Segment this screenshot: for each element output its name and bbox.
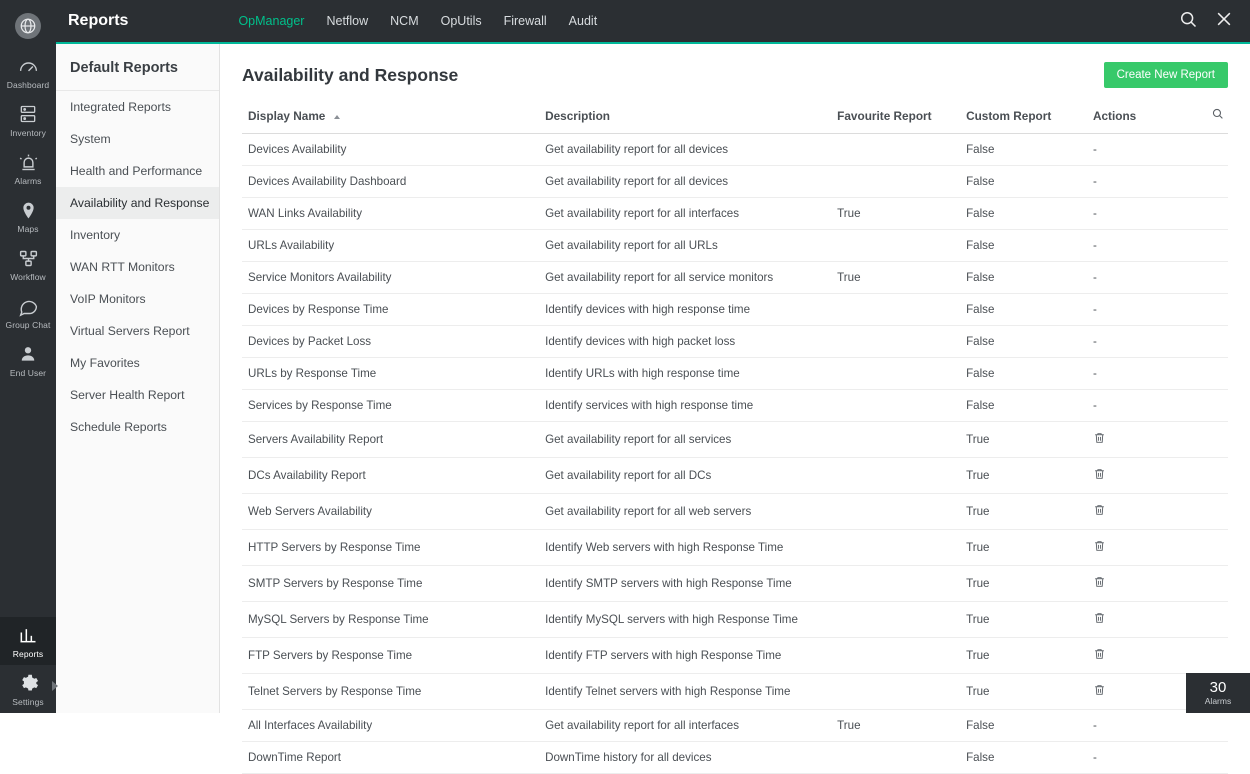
sidebar-item-server-health-report[interactable]: Server Health Report (70, 388, 185, 402)
table-row[interactable] (242, 390, 1228, 422)
cell-custom-report: True (960, 530, 1087, 566)
cell-actions[interactable] (1087, 422, 1228, 458)
cell-display-name[interactable]: Devices Availability (242, 134, 539, 166)
cell-description: Identify FTP servers with high Response Time (539, 638, 831, 674)
cell-favourite-report (831, 294, 960, 326)
action-placeholder: - (1092, 271, 1097, 284)
cell-custom-report: True (960, 494, 1087, 530)
cell-display-name[interactable]: All Interfaces Availability (242, 710, 539, 742)
search-icon[interactable] (1211, 107, 1224, 123)
cell-description: Get availability report for all devices (539, 166, 831, 198)
table-row[interactable] (242, 530, 1228, 566)
tab-ncm[interactable]: NCM (390, 14, 419, 28)
cell-display-name[interactable]: Devices by Response Time (242, 294, 539, 326)
table-row[interactable] (242, 710, 1228, 742)
left-icon-rail (0, 0, 56, 713)
table-row[interactable] (242, 494, 1228, 530)
cell-custom-report: False (960, 326, 1087, 358)
status-badge[interactable] (1186, 673, 1250, 713)
table-row[interactable] (242, 638, 1228, 674)
table-row[interactable] (242, 134, 1228, 166)
speedometer-icon (18, 55, 39, 77)
sidebar-item-settings[interactable] (0, 665, 56, 713)
table-row[interactable] (242, 742, 1228, 774)
column-header-favourite-report[interactable]: Favourite Report (831, 100, 960, 134)
cell-description: Get availability report for all services (539, 422, 831, 458)
cell-custom-report: False (960, 390, 1087, 422)
table-row[interactable] (242, 294, 1228, 326)
sidebar-item-dashboard[interactable] (0, 48, 56, 96)
sidebar-item-inventory[interactable]: Inventory (70, 228, 121, 242)
cell-favourite-report (831, 638, 960, 674)
cell-display-name[interactable]: Services by Response Time (242, 390, 539, 422)
cell-display-name[interactable]: Servers Availability Report (242, 422, 539, 458)
table-row[interactable] (242, 422, 1228, 458)
sidebar-item-voip-monitors[interactable]: VoIP Monitors (70, 292, 146, 306)
cell-display-name[interactable]: SMTP Servers by Response Time (242, 566, 539, 602)
cell-custom-report: False (960, 710, 1087, 742)
cell-favourite-report (831, 458, 960, 494)
sidebar-item-system[interactable]: System (70, 132, 111, 146)
alarm-label: Alarms (1204, 696, 1232, 706)
cell-favourite-report (831, 422, 960, 458)
gear-icon (18, 672, 39, 694)
sidebar-item-virtual-servers-report[interactable]: Virtual Servers Report (70, 324, 190, 338)
cell-actions[interactable] (1087, 638, 1228, 674)
table-row[interactable] (242, 326, 1228, 358)
sidebar-item-workflow[interactable] (0, 240, 56, 288)
cell-actions[interactable] (1087, 230, 1228, 262)
rail-label: End User (9, 368, 47, 378)
sidebar-item-maps[interactable] (0, 192, 56, 240)
delete-icon[interactable] (1093, 503, 1106, 520)
body-split (56, 44, 1250, 764)
action-placeholder: - (1092, 143, 1097, 156)
cell-description: Identify Telnet servers with high Response Time (539, 674, 831, 710)
table-body (242, 134, 1228, 774)
action-placeholder: - (1092, 207, 1097, 220)
rail-label: Group Chat (5, 320, 51, 330)
reports-sidebar (56, 44, 220, 713)
cell-custom-report: True (960, 638, 1087, 674)
cell-favourite-report (831, 230, 960, 262)
cell-favourite-report: True (831, 198, 960, 230)
table-row[interactable] (242, 166, 1228, 198)
cell-display-name[interactable]: FTP Servers by Response Time (242, 638, 539, 674)
table-row[interactable] (242, 358, 1228, 390)
column-header-label: Display Name (248, 109, 326, 123)
action-placeholder: - (1092, 239, 1097, 252)
cell-actions[interactable] (1087, 742, 1228, 774)
column-header-description[interactable]: Description (539, 100, 831, 134)
cell-favourite-report (831, 326, 960, 358)
rail-label: Inventory (10, 128, 46, 138)
cell-favourite-report (831, 742, 960, 774)
cell-description: Identify devices with high response time (539, 294, 831, 326)
column-header-actions[interactable] (1087, 100, 1228, 134)
table-row[interactable] (242, 602, 1228, 638)
rail-expand-arrow-icon[interactable] (52, 681, 58, 691)
action-placeholder: - (1092, 175, 1097, 188)
cell-custom-report: False (960, 358, 1087, 390)
cell-actions[interactable] (1087, 602, 1228, 638)
cell-actions[interactable] (1087, 134, 1228, 166)
cell-favourite-report (831, 390, 960, 422)
cell-custom-report: True (960, 422, 1087, 458)
cell-display-name[interactable]: URLs by Response Time (242, 358, 539, 390)
cell-custom-report: False (960, 134, 1087, 166)
sidebar-item-end-user[interactable] (0, 336, 56, 384)
tab-oputils[interactable]: OpUtils (440, 14, 482, 28)
cell-custom-report: True (960, 674, 1087, 710)
cell-description: Get availability report for all DCs (539, 458, 831, 494)
reports-table (242, 100, 1228, 774)
cell-actions[interactable] (1087, 530, 1228, 566)
cell-actions[interactable] (1087, 458, 1228, 494)
action-placeholder: - (1092, 303, 1097, 316)
cell-description: Identify MySQL servers with high Response Time (539, 602, 831, 638)
table-row[interactable] (242, 230, 1228, 262)
column-header-label: Actions (1092, 109, 1137, 123)
sidebar-item-group-chat[interactable] (0, 288, 56, 336)
siren-icon (18, 151, 39, 173)
sidebar-item-schedule-reports[interactable]: Schedule Reports (70, 420, 167, 434)
action-placeholder: - (1092, 335, 1097, 348)
cell-custom-report: False (960, 230, 1087, 262)
cell-description: Get availability report for all URLs (539, 230, 831, 262)
action-placeholder: - (1092, 399, 1097, 412)
table-row[interactable] (242, 566, 1228, 602)
content-area (220, 44, 1250, 764)
delete-icon[interactable] (1093, 683, 1106, 700)
workflow-icon (18, 247, 39, 269)
content-title: Availability and Response (242, 64, 459, 85)
cell-favourite-report (831, 134, 960, 166)
chat-bubble-icon (18, 295, 39, 317)
sidebar-item-reports[interactable] (0, 617, 56, 665)
rail-label: Reports (12, 649, 44, 659)
cell-favourite-report (831, 674, 960, 710)
cell-description: Identify devices with high packet loss (539, 326, 831, 358)
rail-label: Maps (17, 224, 39, 234)
action-placeholder: - (1092, 367, 1097, 380)
cell-favourite-report (831, 494, 960, 530)
table-header (242, 100, 1228, 134)
content-header (220, 44, 1250, 100)
cell-favourite-report: True (831, 710, 960, 742)
delete-icon[interactable] (1093, 611, 1106, 628)
table-row[interactable] (242, 458, 1228, 494)
rail-label: Dashboard (6, 80, 50, 90)
cell-actions[interactable] (1087, 294, 1228, 326)
cell-favourite-report (831, 566, 960, 602)
cell-custom-report: False (960, 742, 1087, 774)
cell-description: Identify SMTP servers with high Response Time (539, 566, 831, 602)
sidebar-heading: Default Reports (56, 44, 219, 91)
cell-description: Identify Web servers with high Response Time (539, 530, 831, 566)
cell-display-name[interactable]: WAN Links Availability (242, 198, 539, 230)
tab-audit[interactable]: Audit (568, 14, 598, 28)
cell-description: Get availability report for all interfaces (539, 710, 831, 742)
rail-bottom-group (0, 617, 56, 713)
action-placeholder: - (1092, 719, 1097, 732)
cell-custom-report: False (960, 294, 1087, 326)
cell-description: Get availability report for all devices (539, 134, 831, 166)
sidebar-item-health-and-performance[interactable]: Health and Performance (70, 164, 203, 178)
cell-display-name[interactable]: Web Servers Availability (242, 494, 539, 530)
cell-actions[interactable] (1087, 198, 1228, 230)
cell-display-name[interactable]: MySQL Servers by Response Time (242, 602, 539, 638)
delete-icon[interactable] (1093, 647, 1106, 664)
cell-favourite-report: True (831, 262, 960, 294)
cell-actions[interactable] (1087, 710, 1228, 742)
cell-display-name[interactable]: HTTP Servers by Response Time (242, 530, 539, 566)
cell-actions[interactable] (1087, 262, 1228, 294)
app-logo[interactable] (0, 4, 56, 48)
column-header-custom-report[interactable]: Custom Report (960, 100, 1087, 134)
cell-actions[interactable] (1087, 326, 1228, 358)
cell-favourite-report (831, 530, 960, 566)
table-header-row (242, 100, 1228, 134)
map-pin-icon (19, 199, 38, 221)
alarm-count: 30 (1209, 679, 1227, 696)
rail-label: Alarms (14, 176, 42, 186)
sidebar-item-inventory[interactable] (0, 96, 56, 144)
cell-display-name[interactable]: Telnet Servers by Response Time (242, 674, 539, 710)
cell-custom-report: False (960, 262, 1087, 294)
sidebar-item-my-favorites[interactable]: My Favorites (70, 356, 140, 370)
cell-display-name[interactable]: DownTime Report (242, 742, 539, 774)
cell-actions[interactable] (1087, 390, 1228, 422)
cell-actions[interactable] (1087, 494, 1228, 530)
top-bar (56, 0, 1250, 44)
cell-favourite-report (831, 358, 960, 390)
user-icon (18, 343, 38, 365)
report-chart-icon (18, 624, 38, 646)
delete-icon[interactable] (1093, 539, 1106, 556)
globe-icon (15, 13, 41, 39)
cell-display-name[interactable]: URLs Availability (242, 230, 539, 262)
cell-display-name[interactable]: DCs Availability Report (242, 458, 539, 494)
tab-netflow[interactable]: Netflow (326, 14, 369, 28)
cell-favourite-report (831, 602, 960, 638)
cell-custom-report: True (960, 566, 1087, 602)
tab-firewall[interactable]: Firewall (503, 14, 547, 28)
top-nav (238, 14, 597, 28)
action-placeholder: - (1092, 751, 1097, 764)
cell-display-name[interactable]: Devices Availability Dashboard (242, 166, 539, 198)
cell-actions[interactable] (1087, 358, 1228, 390)
cell-description: Get availability report for all web servers (539, 494, 831, 530)
cell-description: DownTime history for all devices (539, 742, 831, 774)
top-actions (1178, 9, 1250, 34)
rail-label: Settings (12, 697, 44, 707)
sidebar-item-availability-and-response[interactable]: Availability and Response (56, 187, 219, 219)
cell-description: Identify URLs with high response time (539, 358, 831, 390)
main-column (56, 0, 1250, 764)
cell-custom-report: True (960, 602, 1087, 638)
search-icon[interactable] (1178, 9, 1198, 34)
delete-icon[interactable] (1093, 431, 1106, 448)
cell-custom-report: False (960, 198, 1087, 230)
tab-opmanager[interactable]: OpManager (238, 14, 305, 28)
cell-description: Get availability report for all service monitors (539, 262, 831, 294)
rail-label: Workflow (10, 272, 46, 282)
table-row[interactable] (242, 198, 1228, 230)
sidebar-item-alarms[interactable] (0, 144, 56, 192)
sidebar-item-integrated-reports[interactable]: Integrated Reports (70, 100, 171, 114)
cell-description: Get availability report for all interfaces (539, 198, 831, 230)
cell-custom-report: True (960, 458, 1087, 494)
page-title: Reports (68, 12, 129, 29)
cell-favourite-report (831, 166, 960, 198)
sort-ascending-icon[interactable] (334, 115, 340, 119)
cell-custom-report: False (960, 166, 1087, 198)
cell-display-name[interactable]: Devices by Packet Loss (242, 326, 539, 358)
close-icon[interactable] (1214, 9, 1234, 34)
cell-description: Identify services with high response time (539, 390, 831, 422)
cell-actions[interactable] (1087, 166, 1228, 198)
delete-icon[interactable] (1093, 467, 1106, 484)
create-new-report-button[interactable]: Create New Report (1104, 62, 1228, 88)
server-icon (18, 103, 38, 125)
table-row[interactable] (242, 262, 1228, 294)
table-row[interactable] (242, 674, 1228, 710)
cell-display-name[interactable]: Service Monitors Availability (242, 262, 539, 294)
cell-actions[interactable] (1087, 566, 1228, 602)
column-header-display-name[interactable] (242, 100, 539, 134)
reports-table-wrap (220, 100, 1250, 774)
sidebar-item-wan-rtt-monitors[interactable]: WAN RTT Monitors (70, 260, 175, 274)
delete-icon[interactable] (1093, 575, 1106, 592)
